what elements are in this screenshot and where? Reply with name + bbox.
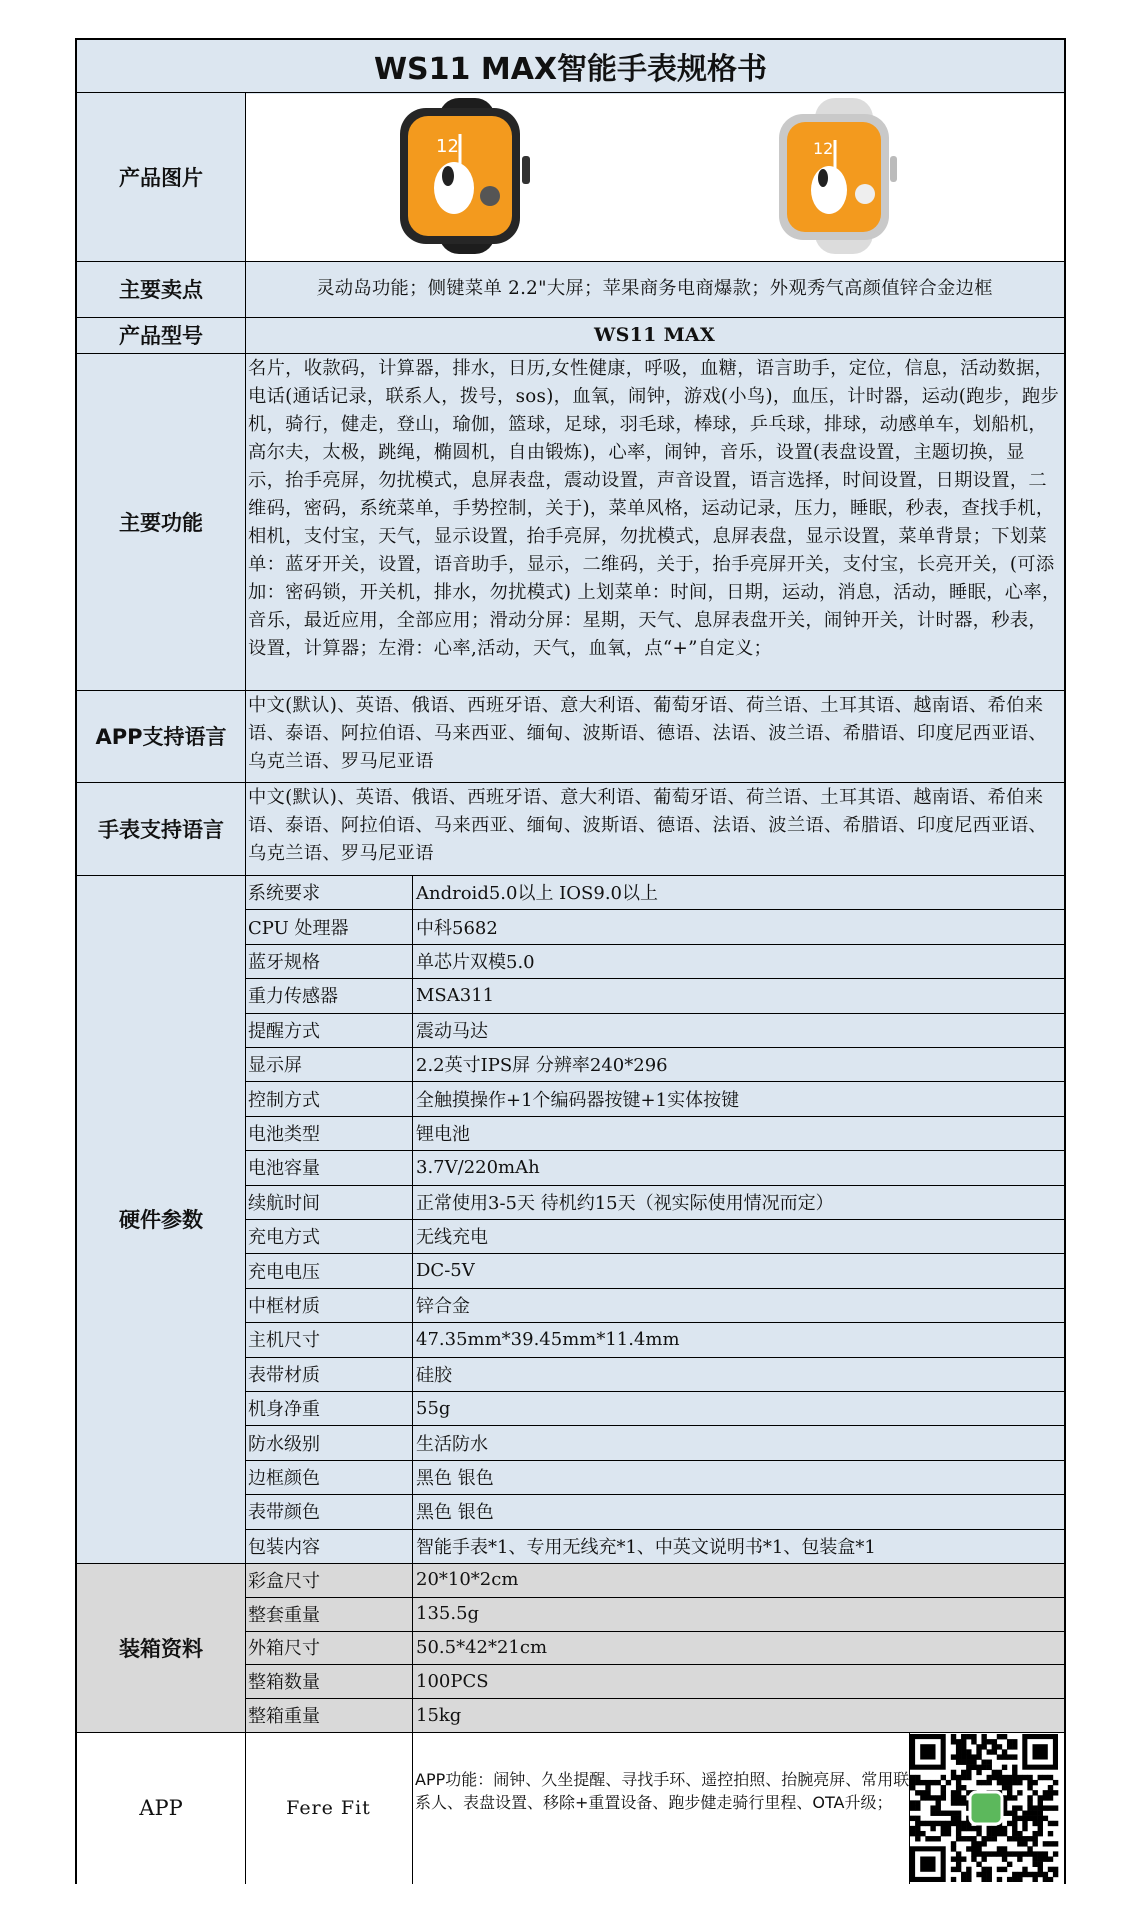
hardware-row-value: 智能手表*1、专用无线充*1、中英文说明书*1、包装盒*1 [416, 1536, 876, 1558]
packing-row-key: 整箱数量 [248, 1672, 320, 1694]
watch-lang-label: 手表支持语言 [98, 817, 224, 842]
packing-row-value: 15kg [416, 1704, 462, 1726]
watch-lang-text: 中文(默认)、英语、俄语、西班牙语、意大利语、葡萄牙语、荷兰语、土耳其语、越南语、希伯来语、泰语、阿拉伯语、马来西亚、缅甸、波斯语、德语、法语、波兰语、希腊语、印度尼西亚语、乌克兰语、罗马尼亚语 [248, 787, 1047, 864]
svg-text:12: 12 [436, 136, 459, 157]
hardware-row-value: MSA311 [416, 984, 495, 1006]
hardware-row-key: 蓝牙规格 [248, 951, 320, 973]
hardware-row-key: 充电方式 [248, 1227, 320, 1249]
hardware-row-key: 控制方式 [248, 1089, 320, 1111]
model-label: 产品型号 [119, 324, 203, 348]
hardware-row-value: 47.35mm*39.45mm*11.4mm [416, 1328, 680, 1350]
qr-code-icon [910, 1734, 1062, 1882]
hardware-row-key: CPU 处理器 [248, 917, 349, 939]
packing-row-key: 外箱尺寸 [248, 1638, 320, 1660]
hardware-label: 硬件参数 [119, 1208, 203, 1232]
app-label: APP [139, 1796, 183, 1820]
packing-label: 装箱资料 [119, 1636, 203, 1661]
packing-row-value: 20*10*2cm [416, 1569, 519, 1591]
hardware-row-key: 防水级别 [248, 1433, 320, 1455]
packing-row-value: 50.5*42*21cm [416, 1636, 548, 1658]
hardware-row-key: 表带材质 [248, 1364, 320, 1386]
packing-row-key: 整套重量 [248, 1604, 320, 1626]
hardware-row-key: 主机尺寸 [248, 1330, 320, 1352]
hardware-row-key: 包装内容 [248, 1536, 320, 1558]
hardware-row-key: 系统要求 [248, 883, 320, 905]
image-row-bg [245, 94, 1064, 261]
hardware-row-value: 单芯片双模5.0 [416, 951, 535, 973]
hardware-row-key: 机身净重 [248, 1399, 320, 1421]
app-description: APP功能：闹钟、久坐提醒、寻找手环、遥控拍照、抬腕亮屏、常用联系人、表盘设置、移除+重置设备、跑步健走骑行里程、OTA升级； [415, 1770, 910, 1812]
functions-text: 名片，收款码，计算器，排水，日历,女性健康，呼吸，血糖，语言助手，定位，信息，活动数据，电话(通话记录，联系人，拨号，sos)，血氧，闹钟，游戏(小鸟)，血压，计时器，运动(跑步，跑步机，骑行，健走，登山，瑜伽，篮球，足球，羽毛球，棒球，乒乓球，排球，动感单车，划船机，高尔夫，太极，跳绳，椭圆机，自由锻炼)，心率，闹钟，音乐，设置(表盘设置，主题切换，显示，抬手亮屏，勿扰模式，息屏表盘，震动设置，声音设置，语言选择，时间设置，日期设置，二维码，密码，系统菜单，手势控制，关于)，菜单风格，运动记录，压力，睡眠，秒表，查找手机，相机，支付宝，天气，显示设置，抬手亮屏，勿扰模式，息屏表盘，显示设置，菜单背景；下划菜单：蓝牙开关，设置，语音助手，显示，二维码，关于，抬手亮屏开关，支付宝，长亮开关，(可添加：密码锁，开关机，排水，勿扰模式) 上划菜单：时间，日期，运动，消息，活动，睡眠，心率，音乐，最近应用，全部应用；滑动分屏：星期，天气、息屏表盘开关，闹钟开关，计时器，秒表，设置，计算器；左滑：心率,活动，天气，血氧，点“+”自定义； [248, 358, 1061, 659]
hardware-row-key: 电池类型 [248, 1123, 320, 1145]
hardware-row-value: 黑色 银色 [416, 1467, 494, 1489]
hardware-row-value: 55g [416, 1397, 451, 1419]
hardware-row-value: 中科5682 [416, 917, 498, 939]
hardware-row-value: Android5.0以上 IOS9.0以上 [416, 883, 659, 905]
hardware-row-key: 电池容量 [248, 1158, 320, 1180]
hardware-row-value: 黑色 银色 [416, 1502, 494, 1524]
packing-row-value: 135.5g [416, 1603, 480, 1625]
packing-row-value: 100PCS [416, 1670, 489, 1692]
selling-points-label: 主要卖点 [119, 278, 203, 302]
product-image-label: 产品图片 [119, 165, 203, 190]
page-title: WS11 MAX智能手表规格书 [373, 52, 768, 87]
app-lang-text: 中文(默认)、英语、俄语、西班牙语、意大利语、葡萄牙语、荷兰语、土耳其语、越南语、希伯来语、泰语、阿拉伯语、马来西亚、缅甸、波斯语、德语、法语、波兰语、希腊语、印度尼西亚语、乌克兰语、罗马尼亚语 [248, 695, 1047, 772]
hardware-row-value: 全触摸操作+1个编码器按键+1实体按键 [416, 1089, 740, 1111]
hardware-row-value: 生活防水 [416, 1433, 488, 1455]
app-name: Fere Fit [286, 1797, 371, 1819]
hardware-row-value: 正常使用3-5天 待机约15天（视实际使用情况而定） [416, 1192, 834, 1214]
packing-row-key: 整箱重量 [248, 1706, 320, 1728]
model-value: WS11 MAX [593, 324, 716, 346]
hardware-row-value: 锂电池 [416, 1123, 470, 1145]
selling-points-text: 灵动岛功能；侧键菜单 2.2"大屏；苹果商务电商爆款；外观秀气高颜值锌合金边框 [316, 278, 993, 299]
spec-sheet [75, 38, 1066, 1884]
hardware-row-value: DC-5V [416, 1260, 475, 1282]
hardware-row-value: 2.2英寸IPS屏 分辨率240*296 [416, 1055, 668, 1077]
hardware-row-key: 重力传感器 [248, 986, 338, 1008]
hardware-row-value: 震动马达 [416, 1020, 488, 1042]
hardware-row-value: 锌合金 [416, 1295, 470, 1317]
hardware-row-value: 3.7V/220mAh [416, 1156, 540, 1178]
hardware-row-key: 显示屏 [248, 1055, 302, 1077]
functions-label: 主要功能 [119, 510, 203, 535]
hardware-row-value: 硅胶 [416, 1364, 452, 1386]
svg-text:12: 12 [813, 139, 834, 158]
hardware-row-key: 提醒方式 [248, 1020, 320, 1042]
hardware-row-value: 无线充电 [416, 1227, 488, 1249]
hardware-row-key: 充电电压 [248, 1261, 320, 1283]
packing-row-key: 彩盒尺寸 [248, 1570, 320, 1592]
hardware-row-key: 中框材质 [248, 1295, 320, 1317]
black-watch-image [384, 96, 544, 256]
app-lang-label: APP支持语言 [95, 725, 227, 749]
hardware-row-key: 边框颜色 [248, 1467, 320, 1489]
hardware-row-key: 表带颜色 [248, 1502, 320, 1524]
silver-watch-image [765, 96, 925, 256]
hardware-row-key: 续航时间 [248, 1192, 320, 1214]
